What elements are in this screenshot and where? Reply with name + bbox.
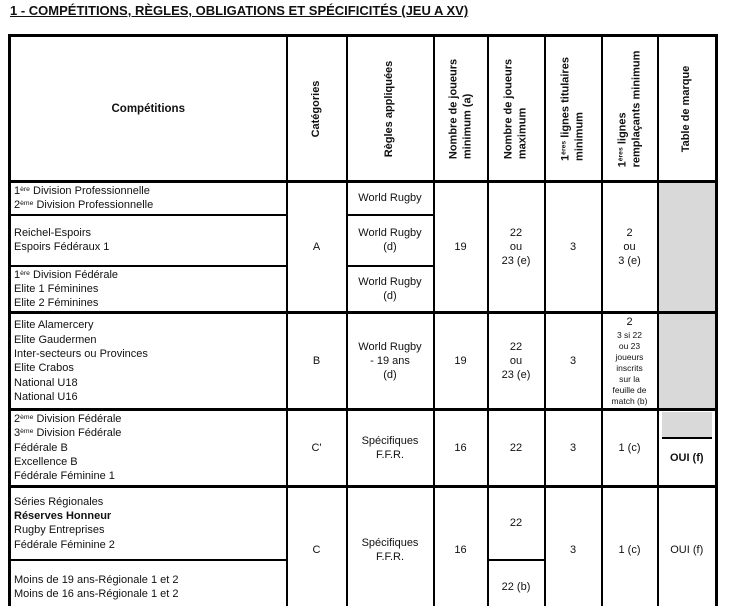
cell-competitions-moins-de-19-16-ans: Moins de 19 ans-Régionale 1 et 2 Moins de 16 ans-Régionale 1 et 2	[10, 560, 287, 606]
row-series-regionales	[10, 486, 717, 560]
cell-marque-c-value: OUI (f)	[658, 486, 717, 606]
cell-competitions-elite-nationaux: Elite Alamercery Elite Gaudermen Inter-secteurs ou Provinces Elite Crabos National U18 National U16	[10, 313, 287, 410]
cell-competitions-division-federale-elite: 1ère Division Fédérale Elite 1 Féminines Elite 2 Féminines	[10, 266, 287, 313]
cell-joueurs-min-c: 16	[434, 486, 488, 606]
col-header-joueurs-minimum-label: Nombre de joueurs minimum (a)	[446, 58, 473, 159]
row-division-professionnelle	[10, 182, 717, 215]
col-header-categories	[287, 36, 347, 182]
cell-regles-professionnelle: World Rugby	[347, 182, 434, 215]
cell-remplacants-b-note: 3 si 22 ou 23 joueurs inscrits sur la feuille de match (b)	[611, 329, 648, 407]
cell-titulaires-c-prime: 3	[545, 410, 602, 486]
row-divisions-federales-b	[10, 410, 717, 486]
col-header-categories-label: Catégories	[309, 80, 322, 137]
col-header-lignes-titulaires-label: 1ères lignes titulaires minimum	[559, 56, 585, 161]
col-header-joueurs-maximum-label: Nombre de joueurs maximum	[502, 58, 528, 159]
cell-competitions-series-regionales: Séries Régionales Réserves Honneur Rugby Entreprises Fédérale Féminine 2	[10, 486, 287, 560]
cell-regles-c: Spécifiques F.F.R.	[347, 486, 434, 606]
col-header-regles-appliquees	[347, 36, 434, 182]
cell-regles-b: World Rugby - 19 ans (d)	[347, 313, 434, 410]
cell-competitions-professionnelle: 1ère Division Professionnelle 2ème Division Professionnelle	[10, 182, 287, 215]
cell-remplacants-a: 2 ou 3 (e)	[602, 182, 658, 313]
competitions-table	[8, 34, 718, 606]
col-header-joueurs-maximum	[488, 36, 545, 182]
cell-joueurs-max-c-prime: 22	[488, 410, 545, 486]
col-header-competitions	[10, 36, 287, 182]
cell-titulaires-b: 3	[545, 313, 602, 410]
cell-marque-c-prime	[658, 410, 717, 486]
cell-competitions-divisions-federales-b: 2ème Division Fédérale 3ème Division Fédérale Fédérale B Excellence B Fédérale Féminine 1	[10, 410, 287, 486]
cell-joueurs-max-a: 22 ou 23 (e)	[488, 182, 545, 313]
cell-remplacants-b-main: 2	[626, 316, 633, 329]
row-elite-nationaux	[10, 313, 717, 410]
cell-joueurs-max-b: 22 ou 23 (e)	[488, 313, 545, 410]
cell-remplacants-c-prime: 1 (c)	[602, 410, 658, 486]
cell-remplacants-b	[602, 313, 658, 410]
cell-categorie-c-prime: C'	[287, 410, 347, 486]
cell-marque-c-prime-value: OUI (f)	[669, 451, 704, 464]
col-header-table-de-marque	[658, 36, 717, 182]
cell-titulaires-c: 3	[545, 486, 602, 606]
cell-joueurs-max-c2: 22 (b)	[488, 560, 545, 606]
cell-titulaires-a: 3	[545, 182, 602, 313]
cell-categorie-b: B	[287, 313, 347, 410]
col-header-regles-appliquees-label: Règles appliquées	[383, 60, 396, 157]
header-row	[10, 36, 717, 182]
page-title: 1 - COMPÉTITIONS, RÈGLES, OBLIGATIONS ET SPÉCIFICITÉS (JEU A XV)	[10, 3, 469, 18]
cell-marque-b-shaded	[658, 313, 717, 410]
cell-marque-c-prime-shaded	[662, 412, 713, 439]
col-header-lignes-remplacants	[602, 36, 658, 182]
cell-regles-reichel-espoirs: World Rugby (d)	[347, 215, 434, 266]
col-header-lignes-remplacants-label: 1ères lignes remplaçants minimum	[615, 50, 642, 167]
cell-marque-c-prime-split	[662, 412, 713, 476]
col-header-competitions-label: Compétitions	[111, 102, 185, 115]
col-header-joueurs-minimum	[434, 36, 488, 182]
cell-joueurs-min-a: 19	[434, 182, 488, 313]
cell-joueurs-min-b: 19	[434, 313, 488, 410]
cell-joueurs-max-c1: 22	[488, 486, 545, 560]
cell-regles-division-federale-elite: World Rugby (d)	[347, 266, 434, 313]
cell-joueurs-min-c-prime: 16	[434, 410, 488, 486]
cell-regles-c-prime: Spécifiques F.F.R.	[347, 410, 434, 486]
col-header-table-de-marque-label: Table de marque	[679, 65, 692, 152]
cell-remplacants-c: 1 (c)	[602, 486, 658, 606]
col-header-lignes-titulaires	[545, 36, 602, 182]
cell-marque-a-shaded	[658, 182, 717, 313]
cell-competitions-reichel-espoirs: Reichel-Espoirs Espoirs Fédéraux 1	[10, 215, 287, 266]
cell-categorie-c: C	[287, 486, 347, 606]
cell-categorie-a: A	[287, 182, 347, 313]
